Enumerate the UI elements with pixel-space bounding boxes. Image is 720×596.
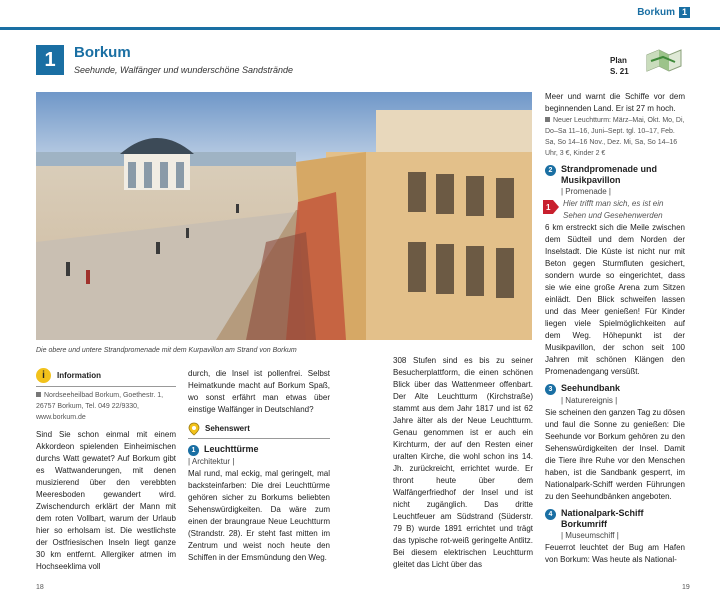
plan-page: S. 21 xyxy=(610,67,629,76)
item-4-heading xyxy=(545,508,685,530)
item-2-category: | Promenade | xyxy=(561,187,611,196)
item-2-number: 2 xyxy=(545,165,556,176)
header-rule xyxy=(0,27,720,30)
column-1 xyxy=(36,368,176,573)
sehenswert-title: Sehenswert xyxy=(205,424,250,433)
information-heading xyxy=(36,368,176,387)
item-2-text: 6 km erstreckt sich die Meile zwischen dem Südteil und dem Norden der Inselstadt. Die Küste ist nicht nur mit Beton gegen Sturmfluten gesichert, sondern wurde so eingerichtet, dass sie wie eine große Arena zum Sitzen einlädt. Den Blick schweifen lassen und das Meer genießen! Für Kinder liegen viele Spielmöglichkeiten auf dem Weg. Höhepunkt ist der Musikpavillon, der schon seit 100 Jahren mit schönen Klängen den Promenadengang versüßt. xyxy=(545,223,685,376)
item-2-heading xyxy=(545,164,685,186)
page-number-right: 19 xyxy=(682,584,690,591)
item-1-text-end: Meer und warnt die Schiffe vor dem beginnenden Land. Er ist 27 m hoch. xyxy=(545,92,685,113)
promenade-illustration xyxy=(36,92,532,340)
item-2-tip: Hier trifft man sich, es ist ein Sehen und Gesehenwerden xyxy=(563,199,664,220)
item-1-category: | Architektur | xyxy=(188,457,235,466)
location-pin-icon xyxy=(188,422,200,436)
item-2-title: Strandpromenade und Musikpavillon xyxy=(561,164,658,185)
info-line-phone: 26757 Borkum, Tel. 049 22/9330, xyxy=(36,403,140,410)
information-title: Information xyxy=(57,370,101,380)
item-3-title: Seehundbank xyxy=(561,383,621,393)
item-1-number: 1 xyxy=(188,445,199,456)
photo-caption: Die obere und untere Strandpromenade mit dem Kurpavillon am Strand von Borkum xyxy=(36,347,297,354)
column-2 xyxy=(188,368,330,564)
chapter-number: 1 xyxy=(36,45,64,75)
map-icon xyxy=(645,47,683,73)
item-3-text: Sie scheinen den ganzen Tag zu dösen und faul die Sonne zu genießen: Die Seehunde vor Borkum gehören zu den Sehenswürdigkeiten der Insel. Damit die Tiere ihre Ruhe vor den Menschen haben, ist die Sandbank gesperrt, im Nationalpark-Schiff werden Führungen zu den Seehundbänken angeboten. xyxy=(545,408,685,501)
column-4 xyxy=(545,91,685,566)
lighthouse-hours xyxy=(545,115,685,159)
info-line-address: Nordseeheilbad Borkum, Goethestr. 1, xyxy=(44,392,164,399)
running-section-number: 1 xyxy=(679,7,690,18)
lighthouse-hours-text: Neuer Leuchtturm: März–Mai, Okt. Mo, Di, Do–Sa 11–16, Juni–Sept. tgl. 10–17, Feb. Sa, So 14–16 Nov., Dez. Mi, Sa, So 14–16 Uhr, 3 €, Kinder 2 € xyxy=(545,117,685,157)
running-header xyxy=(0,0,720,28)
item-4-title: Nationalpark-Schiff Borkumriff xyxy=(561,508,644,529)
info-line-website: www.borkum.de xyxy=(36,414,86,421)
item-4-text: Feuerrot leuchtet der Bug am Hafen von Borkum: Was heute als National- xyxy=(545,543,685,564)
info-icon: i xyxy=(36,368,51,383)
page-number-left: 18 xyxy=(36,584,44,591)
bullet-square-icon xyxy=(545,117,550,122)
item-3-category: | Naturereignis | xyxy=(561,396,618,405)
plan-reference xyxy=(610,55,629,77)
chapter-title: Borkum xyxy=(74,44,131,61)
item-4-number: 4 xyxy=(545,509,556,520)
promenade-photo xyxy=(36,92,532,340)
item-1-text-continued: 308 Stufen sind es bis zu seiner Besucherplattform, die einen schönen Blick über das Wattenmeer offenbart. Der Alte Leuchtturm (Kirchstraße) stammt aus dem Jahr 1817 und ist 62 Jahre älter als der Neue Leuchtturm. Genau genommen ist er auch ein Kirchturm, der auf den Resten einer uralten Kirche, die wohl schon ins 14. Jh. zurückreicht, errichtet wurde. Er thront heute über dem Walfängerfriedhof der Insel und ist nicht zugänglich. Das dritte Leuchtfeuer am Südstrand (Süderstr. 79 B) wurde 1891 errichtet und trägt das typische rot-weiß geringelte Antlitz. Bei diesem elektrischen Leuchtturm gleitet das Licht über das xyxy=(393,356,533,569)
item-3-number: 3 xyxy=(545,384,556,395)
tip-row xyxy=(545,198,685,222)
bullet-square-icon xyxy=(36,392,41,397)
intro-text-continued: durch, die Insel ist pollenfrei. Selbst Heimatkunde macht auf Borkum Spaß, wo sonst erfährt man etwas über einstige Walfänger in Deutschland? xyxy=(188,369,330,414)
item-4-category: | Museumschiff | xyxy=(561,531,619,540)
running-section-title xyxy=(637,7,690,18)
sehenswert-heading xyxy=(188,422,330,439)
chapter-subtitle: Seehunde, Walfänger und wunderschöne Sandstrände xyxy=(74,65,293,75)
plan-label: Plan xyxy=(610,56,627,65)
running-section-label: Borkum xyxy=(637,7,675,18)
tip-flag-number: 1 xyxy=(546,203,551,212)
information-text xyxy=(36,390,176,423)
tip-flag-icon xyxy=(543,200,559,214)
intro-text: Sind Sie schon einmal mit einem Akkordeon spielenden Einheimischen durchs Watt gewatet? Auf Borkum gibt es Wattwanderungen, mit denen musizierend über den verebbten Meeresboden gewandert wird. Zwischendurch erklärt der Mann mit dem roten Vollbart, warum der Urlaub hier so erholsam ist. Die westlichste der Ostfriesischen Inseln liegt ganze 30 km entfernt. Allergiker atmen im Hochseeklima voll xyxy=(36,430,176,571)
item-1-text: Mal rund, mal eckig, mal geringelt, mal backsteinfarben: Die drei Leuchttürme gehören sicher zu Borkums beliebten Sehenswürdigkeiten. Da wäre zum einen der braungraue Neue Leuchtturm (Strandstr. 28). Er steht fast mitten im Zentrum und weist noch heute den Schiffen in der Emsmündung den Weg. xyxy=(188,469,330,562)
item-3-heading xyxy=(545,383,685,395)
column-3 xyxy=(393,355,533,571)
item-1-heading xyxy=(188,444,330,456)
item-1-title: Leuchttürme xyxy=(204,444,259,454)
